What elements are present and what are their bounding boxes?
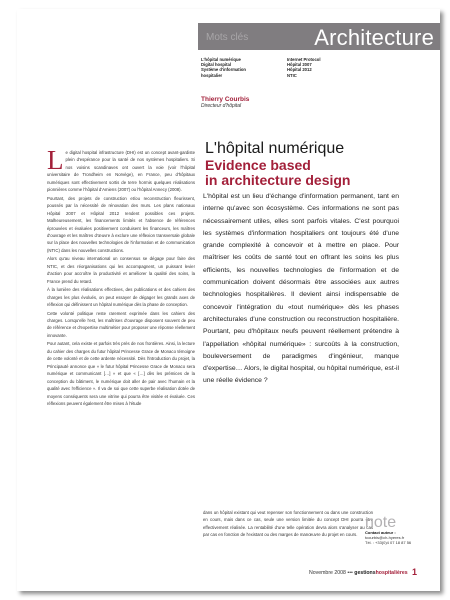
article-title: L'hôpital numérique [205, 140, 345, 157]
keyword: Internet Protocol [287, 57, 321, 62]
article-subtitle-line: Evidence based [205, 157, 311, 173]
body-paragraph: À la lumière des réalisations effectives, des publications et des cahiers des charges les plus évolués, on peut essayer de dégager les grands axes de réflexion qui définissent un hôpital numérique dès la phase de conception. [47, 287, 195, 308]
note-email: tcourbis@ch-hyeres.fr [365, 535, 405, 540]
keyword: NTIC [287, 72, 297, 78]
author-block [201, 96, 249, 110]
note-heading: note [365, 514, 397, 531]
body-text: e digital hospital infrastructure (DHI) est un concept avant-gardiste plein d'espérance pour la santé de nos systèmes hospitaliers. Si nos voisins scandinaves ont ouvert la voie (voir l'hôpital universitaire de Trondheim en Norvège), en France, peu d'hôpitaux numériques sont effectivement sortis de terre hormis quelques réalisations pionnières comme l'hôpital d'Amiens (2007) ou l'hôpital Annecy (2008). [47, 150, 195, 193]
publication-name: gestions [354, 570, 376, 576]
keywords-label: Mots clés [206, 32, 249, 43]
article-subtitle [205, 158, 350, 188]
page-footer [309, 570, 408, 576]
note-contact-label: Contact auteur : [365, 530, 396, 535]
keyword: Système d'information [201, 67, 246, 73]
note-box [365, 515, 425, 545]
footer-date: Novembre 2008 [309, 570, 346, 576]
author-name: Thierry Courbis [201, 96, 250, 103]
body-paragraph: Cette volonté politique reste rarement exprimée dans les cahiers des charges. Lorsqu'elle l'est, les maîtrises d'ouvrage disposent souvent de peu de référence et d'expertise multimétier pour proposer une réponse réellement innovante. [47, 310, 195, 338]
keyword: Hôpital 2012 [287, 67, 312, 73]
body-paragraph [47, 145, 195, 194]
note-contact [365, 530, 425, 545]
keyword: Digital hospital [201, 62, 232, 68]
section-header-bar [198, 23, 440, 50]
section-title: Architecture [314, 25, 434, 50]
page-number: 1 [412, 567, 418, 577]
body-paragraph: Alors qu'au niveau international un consensus se dégage pour faire des NTIC, et des réorganisations qui les accompagnent, un puissant levier d'action pour accroître la productivité et améliorer la qualité des soins, la France prend du retard. [47, 256, 195, 284]
left-column [47, 145, 195, 408]
keywords-table [201, 57, 401, 78]
author-role: Directeur d'hôpital [201, 103, 242, 109]
article-intro: L'hôpital est un lieu d'échange d'information permanent, tant en interne qu'avec son écosystème. Ces informations ne sont pas nécessairement utiles, elles sont parfois vitales. C'est pourquoi les systèmes d'information hospitaliers ont toujours été d'une grande complexité à concevoir et à mettre en place. Pour maîtriser les coûts de santé tout en offrant les soins les plus efficients, les nouvelles technologies de l'information et de communication doivent désormais être associées aux autres technologies hospitalières. Il devient ainsi indispensable de concevoir l'intégration du «tout numérique» dès les phases architecturales d'une construction ou reconstruction hospitalière. Pourtant, peu d'hôpitaux neufs peuvent réellement prétendre à l'appellation «hôpital numérique» : surcoûts à la construction, bouleversement de paradigmes d'ingénieur, manque d'expertise… Alors, le digital hospital, ou hôpital numérique, est-il une réelle évidence ? [203, 193, 399, 385]
publication-name-accent: hospitalières [375, 570, 408, 576]
body-paragraph: Pour autant, cela existe et parfois très près de nos frontières. Ainsi, la lecture du cahier des charges du futur hôpital Princesse Grace de Monaco témoigne de cette volonté et de cette ardente nécessité. Dès l'introduction du projet, la Principauté annonce que « le futur hôpital Princesse Grace de Monaco sera numérique et communicant […] » et que « […] dès les prémices de la conception du bâtiment, le numérique doit aller de pair avec l'humain et la qualité avec l'efficience ». Il va de soi que cette superbe réalisation dotée de moyens conséquents sera une vitrine qui pourra être visitée et évaluée. Ces réflexions peuvent également être mises à l'étude [47, 341, 195, 406]
keywords-row [201, 73, 401, 78]
bottom-paragraph: dans un hôpital existant qui veut repenser son fonctionnement ou dans une construction en cours, mais dans ce cas, seule une version limitée du concept DHI pourra être effectivement réalisée. La rentabilité d'une telle opération devra alors s'analyser au cas par cas en fonction de l'existant ou des marges de manœuvre du projet en cours. [203, 510, 373, 538]
keyword: L'hôpital numérique [201, 57, 241, 62]
footer-dots: ••• [347, 570, 353, 576]
keyword: Hôpital 2007 [287, 62, 312, 68]
article-subtitle-line: in architecture design [205, 172, 351, 188]
document-page [17, 9, 440, 591]
body-paragraph: Pourtant, des projets de construction et/ou reconstruction fleurissent, poussés par la nécessité de rénovation des murs. Les plans nationaux Hôpital 2007 et Hôpital 2012 rendent possibles ces projets. Malheureusement, les financements limités et l'absence de références éprouvées et évaluées positivement conduisent les financeurs, les maîtres d'ouvrage et les maîtres d'œuvre à exclure une réflexion transversale globale sur la place des nouvelles technologies de l'information et de communication (NTIC) dans les nouvelles constructions. [47, 195, 195, 253]
dropcap: L [47, 145, 64, 175]
note-phone: Tél. : +33(0)4 07 18 87 56 [365, 540, 412, 545]
keyword: hospitalier [201, 72, 223, 78]
